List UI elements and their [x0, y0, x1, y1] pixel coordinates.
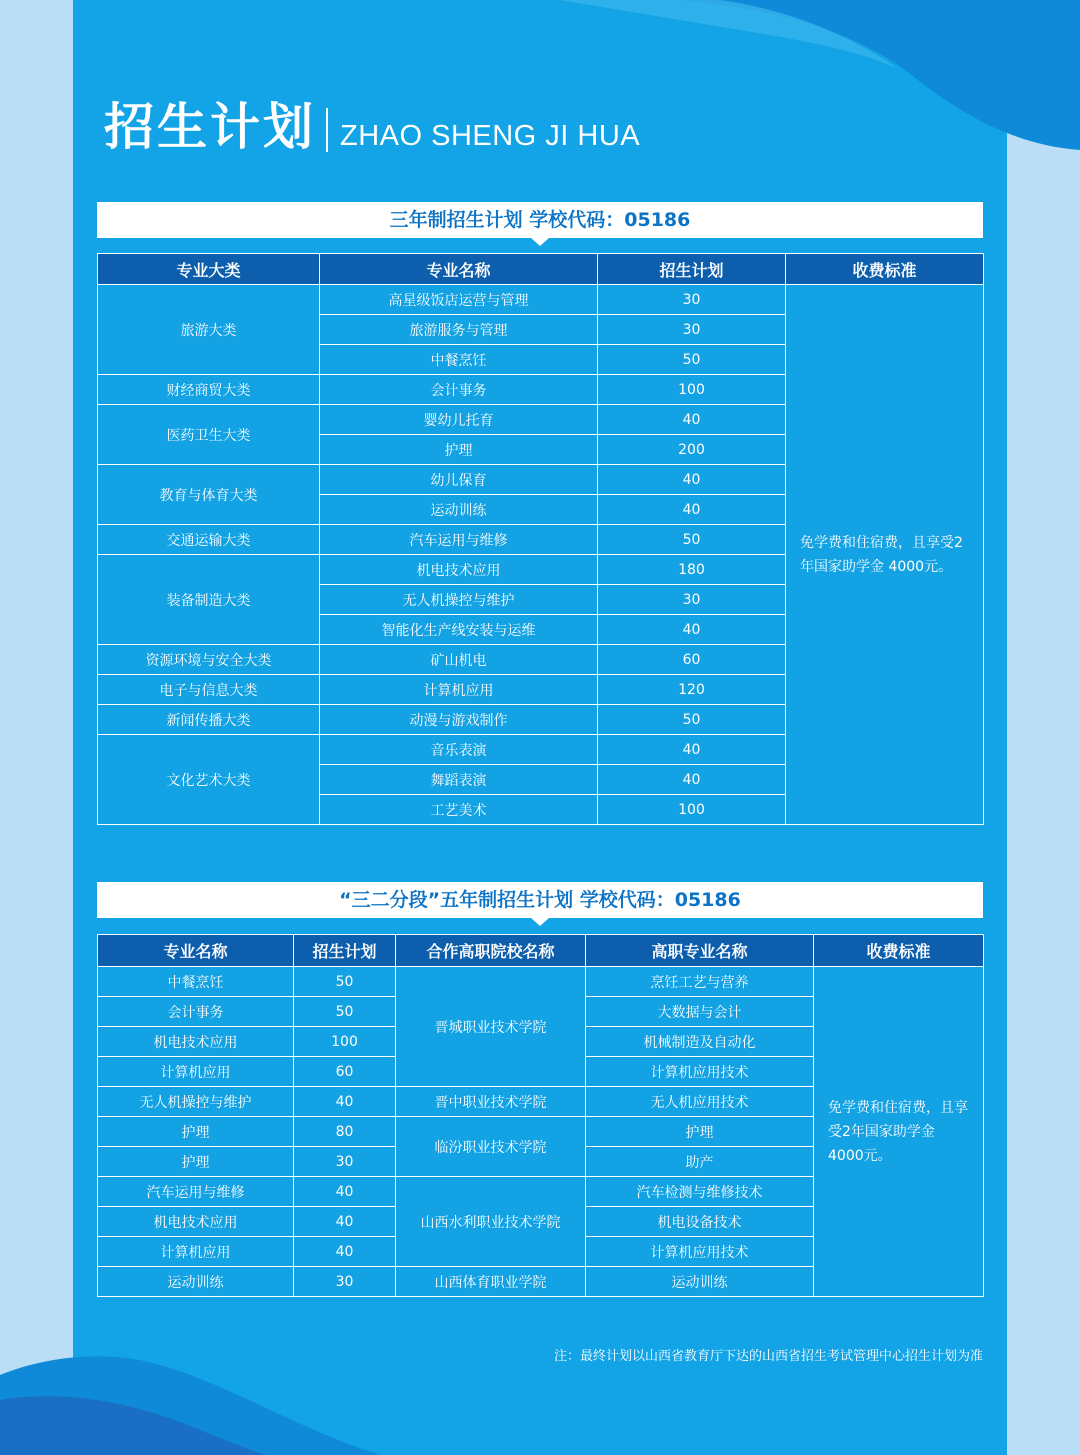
table-row [98, 967, 984, 997]
fee-cell: 免学费和住宿费，且享受2年国家助学金 4000元。 [814, 967, 984, 1297]
major-cell: 旅游服务与管理 [320, 315, 598, 345]
col-header-category: 专业大类 [98, 254, 320, 285]
major-cell: 机电技术应用 [98, 1027, 294, 1057]
plan-cell: 30 [598, 585, 786, 615]
major-cell: 舞蹈表演 [320, 765, 598, 795]
major-cell: 幼儿保育 [320, 465, 598, 495]
plan-cell: 180 [598, 555, 786, 585]
col-header-major: 专业名称 [98, 935, 294, 967]
major-cell: 运动训练 [320, 495, 598, 525]
category-cell: 医药卫生大类 [98, 405, 320, 465]
col-header-plan: 招生计划 [294, 935, 396, 967]
col-header-fee: 收费标准 [814, 935, 984, 967]
major-cell: 护理 [98, 1117, 294, 1147]
category-cell: 装备制造大类 [98, 555, 320, 645]
category-cell: 新闻传播大类 [98, 705, 320, 735]
section1-banner: 三年制招生计划 学校代码：05186 [97, 202, 983, 238]
major-cell: 动漫与游戏制作 [320, 705, 598, 735]
five-year-plan-table [97, 934, 984, 1297]
plan-cell: 40 [294, 1207, 396, 1237]
higher-major-cell: 无人机应用技术 [586, 1087, 814, 1117]
college-cell: 晋中职业技术学院 [396, 1087, 586, 1117]
major-cell: 智能化生产线安装与运维 [320, 615, 598, 645]
plan-cell: 100 [598, 375, 786, 405]
major-cell: 运动训练 [98, 1267, 294, 1297]
category-cell: 财经商贸大类 [98, 375, 320, 405]
col-header-plan: 招生计划 [598, 254, 786, 285]
plan-cell: 100 [598, 795, 786, 825]
major-cell: 高星级饭店运营与管理 [320, 285, 598, 315]
higher-major-cell: 烹饪工艺与营养 [586, 967, 814, 997]
col-header-fee: 收费标准 [786, 254, 984, 285]
category-cell: 旅游大类 [98, 285, 320, 375]
plan-cell: 40 [294, 1237, 396, 1267]
title-pinyin: ZHAO SHENG JI HUA [340, 119, 641, 152]
major-cell: 汽车运用与维修 [98, 1177, 294, 1207]
higher-major-cell: 计算机应用技术 [586, 1237, 814, 1267]
page-title [104, 92, 640, 162]
plan-cell: 120 [598, 675, 786, 705]
higher-major-cell: 运动训练 [586, 1267, 814, 1297]
plan-cell: 40 [598, 615, 786, 645]
higher-major-cell: 助产 [586, 1147, 814, 1177]
plan-cell: 40 [598, 735, 786, 765]
higher-major-cell: 机械制造及自动化 [586, 1027, 814, 1057]
college-cell: 临汾职业技术学院 [396, 1117, 586, 1177]
plan-cell: 30 [598, 285, 786, 315]
table-row [98, 285, 984, 315]
plan-cell: 50 [294, 967, 396, 997]
major-cell: 中餐烹饪 [320, 345, 598, 375]
plan-cell: 100 [294, 1027, 396, 1057]
higher-major-cell: 汽车检测与维修技术 [586, 1177, 814, 1207]
category-cell: 文化艺术大类 [98, 735, 320, 825]
major-cell: 护理 [98, 1147, 294, 1177]
plan-cell: 40 [598, 765, 786, 795]
category-cell: 电子与信息大类 [98, 675, 320, 705]
table-header-row [98, 935, 984, 967]
major-cell: 音乐表演 [320, 735, 598, 765]
major-cell: 矿山机电 [320, 645, 598, 675]
major-cell: 汽车运用与维修 [320, 525, 598, 555]
col-header-major: 专业名称 [320, 254, 598, 285]
title-divider [326, 108, 328, 152]
plan-cell: 80 [294, 1117, 396, 1147]
category-cell: 教育与体育大类 [98, 465, 320, 525]
category-cell: 资源环境与安全大类 [98, 645, 320, 675]
higher-major-cell: 护理 [586, 1117, 814, 1147]
plan-cell: 40 [598, 465, 786, 495]
plan-cell: 30 [598, 315, 786, 345]
plan-cell: 40 [294, 1177, 396, 1207]
major-cell: 无人机操控与维护 [98, 1087, 294, 1117]
table-header-row [98, 254, 984, 285]
plan-cell: 40 [598, 495, 786, 525]
major-cell: 工艺美术 [320, 795, 598, 825]
plan-cell: 30 [294, 1267, 396, 1297]
section2-banner: “三二分段”五年制招生计划 学校代码：05186 [97, 882, 983, 918]
plan-cell: 30 [294, 1147, 396, 1177]
major-cell: 计算机应用 [98, 1237, 294, 1267]
college-cell: 山西体育职业学院 [396, 1267, 586, 1297]
college-cell: 晋城职业技术学院 [396, 967, 586, 1087]
plan-cell: 40 [294, 1087, 396, 1117]
major-cell: 计算机应用 [320, 675, 598, 705]
plan-cell: 50 [598, 525, 786, 555]
title-chinese: 招生计划 [104, 98, 316, 156]
col-header-college: 合作高职院校名称 [396, 935, 586, 967]
plan-cell: 50 [598, 705, 786, 735]
higher-major-cell: 机电设备技术 [586, 1207, 814, 1237]
major-cell: 会计事务 [320, 375, 598, 405]
plan-cell: 50 [294, 997, 396, 1027]
plan-cell: 40 [598, 405, 786, 435]
major-cell: 机电技术应用 [98, 1207, 294, 1237]
col-header-higher-major: 高职专业名称 [586, 935, 814, 967]
plan-cell: 50 [598, 345, 786, 375]
higher-major-cell: 大数据与会计 [586, 997, 814, 1027]
major-cell: 护理 [320, 435, 598, 465]
fee-cell: 免学费和住宿费，且享受2年国家助学金 4000元。 [786, 285, 984, 825]
plan-cell: 60 [294, 1057, 396, 1087]
major-cell: 无人机操控与维护 [320, 585, 598, 615]
plan-cell: 60 [598, 645, 786, 675]
higher-major-cell: 计算机应用技术 [586, 1057, 814, 1087]
college-cell: 山西水利职业技术学院 [396, 1177, 586, 1267]
major-cell: 计算机应用 [98, 1057, 294, 1087]
three-year-plan-table [97, 253, 984, 825]
major-cell: 机电技术应用 [320, 555, 598, 585]
major-cell: 中餐烹饪 [98, 967, 294, 997]
footnote: 注：最终计划以山西省教育厅下达的山西省招生考试管理中心招生计划为准 [553, 1349, 983, 1364]
major-cell: 婴幼儿托育 [320, 405, 598, 435]
category-cell: 交通运输大类 [98, 525, 320, 555]
plan-cell: 200 [598, 435, 786, 465]
major-cell: 会计事务 [98, 997, 294, 1027]
